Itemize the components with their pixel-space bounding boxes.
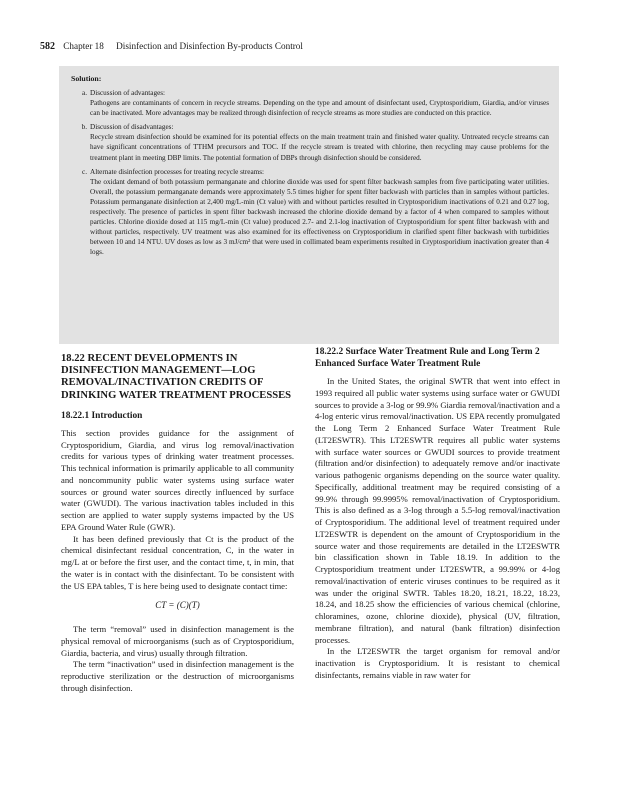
paragraph: This section provides guidance for the assignment of Cryptosporidium, Giardia, and virus log removal/inactivation credits for various types of drinking water treatment processes. This technical information is primarily applicable to all community and noncommunity public water systems using surface water sources or ground water sources directly influenced by surface water (GWUDI). The various inactivation tables included in this section are applied to water supply systems impacted by the US EPA Ground Water Rule (GWR). <box>61 427 294 532</box>
paragraph: The term “removal” used in disinfection management is the physical removal of microorganisms (such as of Cryptosporidium, Giardia, bacteria, and virus) usually through filtration. <box>61 624 294 658</box>
solution-item-c <box>71 167 549 258</box>
running-header <box>40 41 580 52</box>
item-text: Pathogens are contaminants of concern in recycle streams. Depending on the type and amount of disinfectant used, Cryptosporidium, Giardia, and/or viruses can be inactivated. More advantages may be realized through disinfection of recycle streams as more studies are conducted on this practice. <box>90 99 549 118</box>
paragraph: In the United States, the original SWTR that went into effect in 1993 required all public water systems using surface water or GWUDI sources to provide a 3-log or 99.9% Giardia removal/inactivation and a 4-log enteric virus removal/inactivation. US EPA recently promulgated the Long Term 2 Enhanced Surface Water Treatment Rule (LT2ESWTR). This LT2ESWTR requires all public water systems with surface water sources or GWUDI sources to provide treatment (filtration and/or disinfection) to adequately remove and/or inactivate various pathogenic organisms depending on the source water quality. Specifically, additional treatment may be required consisting of a 99.9% through 99.9995% removal/inactivation of Cryptosporidium. This is also defined as a 3-log through a 5.5-log removal/inactivation of Cryptosporidium. The additional level of treatment required under LT2ESWTR is dependent on the amount of Cryptosporidium in the source water and those requirements are detailed in the LT2ESWTR bin classification shown in Table 18.19. In addition to the Cryptosporidium treatment under LT2ESWTR, a 99.99% or 4-log removal/inactivation of enteric viruses continues to be required as it was under the original SWTR. Tables 18.20, 18.21, 18.22, 18.23, 18.24, and 18.25 show the efficiencies of various chemical (chlorine, chloramines, ozone, chlorine dioxide), physical (UV, filtration, membrane filtration), and natural (bank filtration) disinfection processes. <box>315 376 560 645</box>
paragraph: The term “inactivation” used in disinfection management is the reproductive sterilization or the destruction of microorganisms through disinfection. <box>61 659 294 693</box>
right-column <box>315 346 560 682</box>
chapter-title: Disinfection and Disinfection By-products Control <box>116 41 303 51</box>
item-heading: Discussion of advantages: <box>90 89 166 97</box>
item-marker: c. <box>82 167 87 176</box>
solution-box <box>59 66 559 344</box>
subsection-heading: 18.22.1 Introduction <box>61 410 143 421</box>
equation: CT = (C)(T) <box>155 600 200 611</box>
chapter-label: Chapter 18 <box>63 41 104 51</box>
left-column <box>61 346 294 695</box>
item-text: Recycle stream disinfection should be examined for its potential effects on the main treatment train and finished water quality. Untreated recycle streams can have significant concentrations of TTHM precursors and TOC. If the recycle stream is treated with chlorine, then recycling may cause problems for the treatment plant in meeting DBP limits. The potential formation of DBPs through disinfection should be considered. <box>90 133 549 162</box>
item-text: The oxidant demand of both potassium permanganate and chlorine dioxide was used for spent filter backwash samples from five participating water utilities. Overall, the potassium permanganate demands were approximately 5.5 times higher for spent filter backwash with particles than in samples without particles. Potassium permanganate disinfection at 2,400 mg/L-min (Ct value) with and without particles resulted in Cryptosporidium inactivations of 0.21 and 0.27 log, respectively. The presence of particles in spent filter backwash increased the chlorine dioxide demand by a factor of 4 when compared to samples without particles. Chlorine dioxide dosed at 115 mg/L-min (Ct value) produced 2.7- and 2.1-log inactivation of Cryptosporidium for spent filter backwash with and without particles, respectively. UV treatment was also examined for its effectiveness on Cryptosporidium in clarified spent filter backwash with turbidities between 10 and 14 NTU. UV doses as low as 3 mJ/cm² that were used in collimated beam experiments resulted in Cryptosporidium inactivation greater than 4 logs. <box>90 177 549 257</box>
paragraph: It has been defined previously that Ct is the product of the chemical disinfectant residual concentration, C, in the water in mg/L at or before the first user, and the contact time, t, in min, that the water is in contact with the disinfectant. To be consistent with the US EPA tables, T is here being used to designate contact time: <box>61 533 294 591</box>
page-number: 582 <box>40 41 55 52</box>
item-heading: Discussion of disadvantages: <box>90 123 174 132</box>
item-marker: b. <box>81 123 87 132</box>
item-heading: Alternate disinfection processes for treating recycle streams: <box>90 167 265 176</box>
subsection-heading: 18.22.2 Surface Water Treatment Rule and Long Term 2 Enhanced Surface Water Treatment Rule <box>315 347 540 369</box>
solution-item-b <box>71 122 549 162</box>
item-marker: a. <box>82 89 87 97</box>
solution-heading: Solution: <box>71 74 102 83</box>
paragraph: In the LT2ESWTR the target organism for removal and/or inactivation is Cryptosporidium. It is resistant to chemical disinfectants, remains viable in raw water for <box>315 646 560 680</box>
solution-item-a <box>71 88 549 118</box>
section-heading: 18.22 RECENT DEVELOPMENTS IN DISINFECTION MANAGEMENT—LOG REMOVAL/INACTIVATION CREDITS OF DRINKING WATER TREATMENT PROCESSES <box>61 353 292 401</box>
